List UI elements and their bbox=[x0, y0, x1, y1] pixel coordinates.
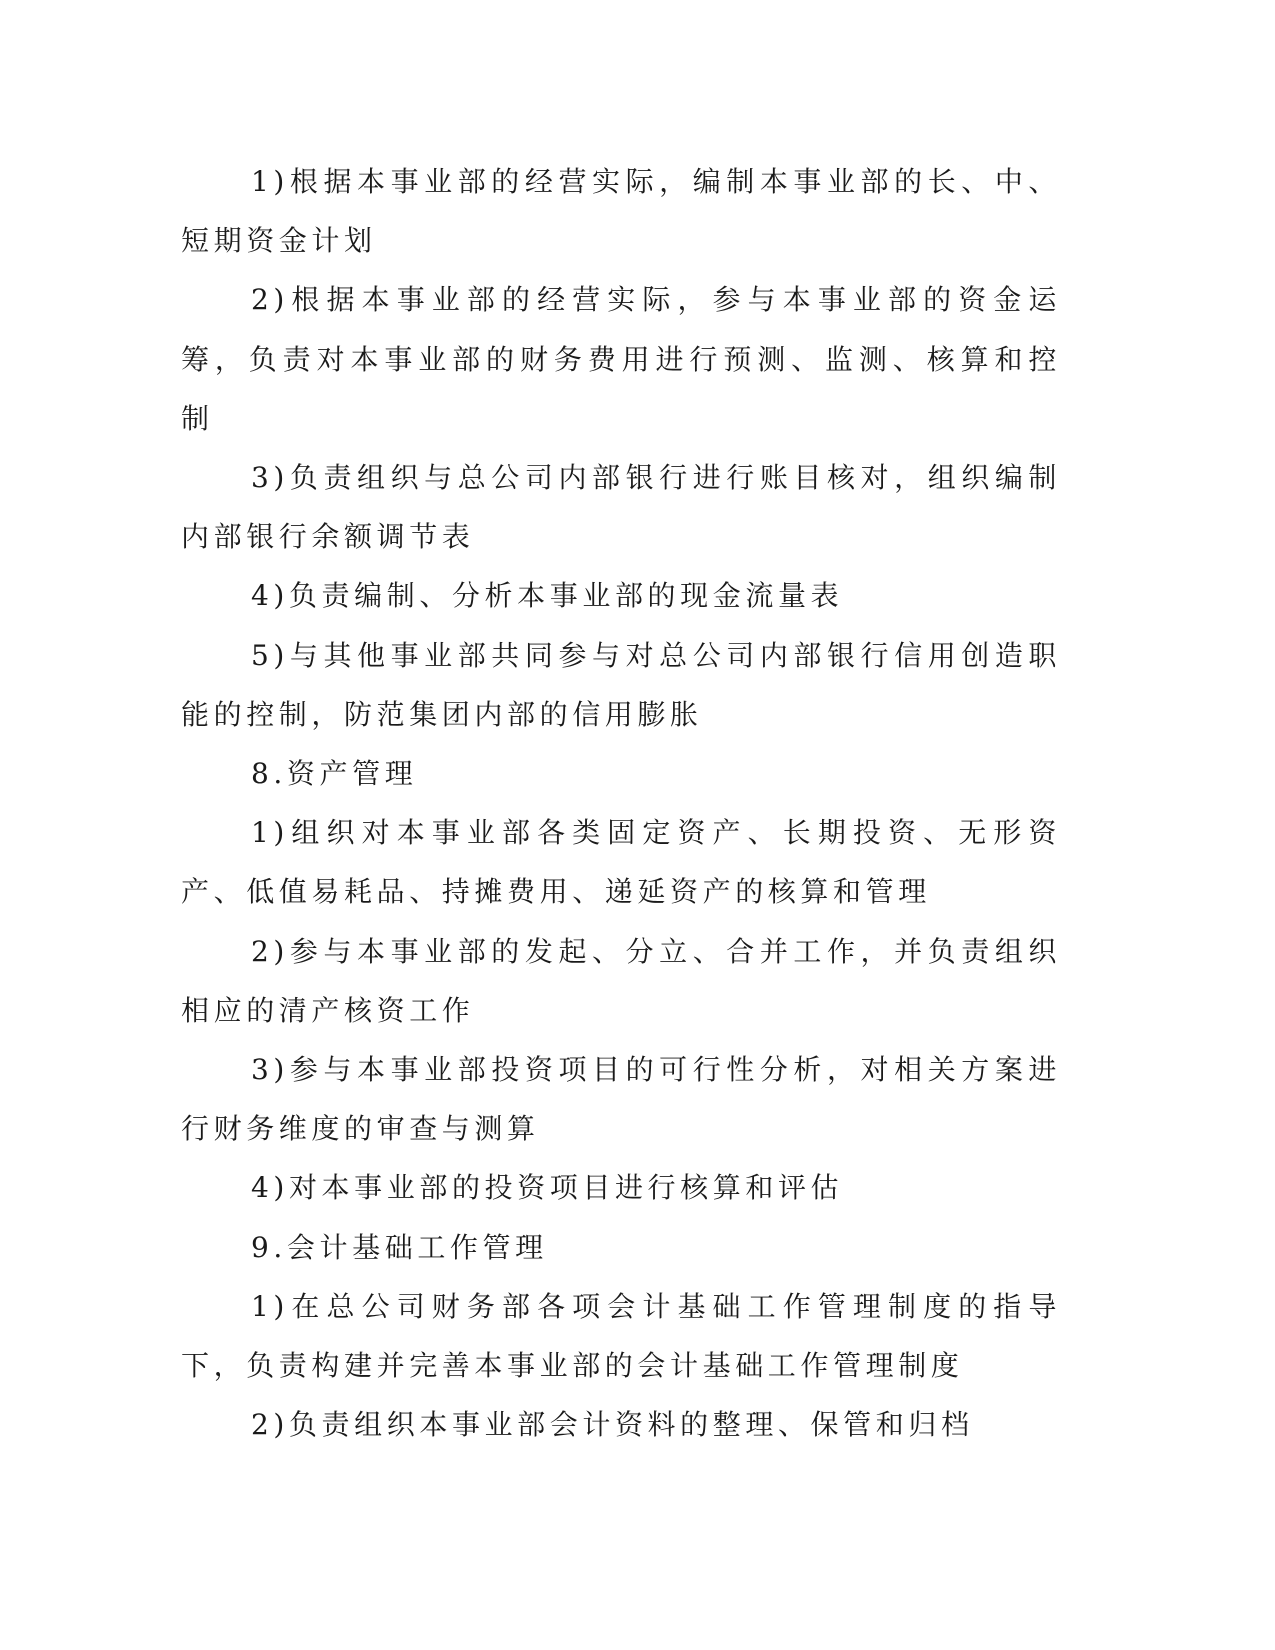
paragraph-asset-accounting: 1)组织对本事业部各类固定资产、长期投资、无形资产、低值易耗品、持摊费用、递延资产的核算和管理 bbox=[181, 816, 1061, 909]
paragraph-cash-flow: 4)负责编制、分析本事业部的现金流量表 bbox=[251, 579, 844, 613]
paragraph-asset-verification: 2)参与本事业部的发起、分立、合并工作，并负责组织相应的清产核资工作 bbox=[181, 934, 1061, 1027]
paragraph-archive-management: 2)负责组织本事业部会计资料的整理、保管和归档 bbox=[251, 1408, 974, 1442]
paragraph-accounting-system: 1)在总公司财务部各项会计基础工作管理制度的指导下，负责构建并完善本事业部的会计基础工作管理制度 bbox=[181, 1289, 1061, 1383]
paragraph-fund-plan: 1)根据本事业部的经营实际，编制本事业部的长、中、短期资金计划 bbox=[181, 165, 1061, 258]
paragraph-feasibility-analysis: 3)参与本事业部投资项目的可行性分析，对相关方案进行财务维度的审查与测算 bbox=[181, 1053, 1061, 1146]
paragraph-credit-control: 5)与其他事业部共同参与对总公司内部银行信用创造职能的控制，防范集团内部的信用膨胀 bbox=[181, 638, 1061, 731]
paragraph-fund-operation: 2)根据本事业部的经营实际，参与本事业部的资金运筹，负责对本事业部的财务费用进行预测、监测、核算和控制 bbox=[181, 283, 1061, 435]
section-heading-asset-management: 8.资产管理 bbox=[251, 757, 418, 791]
document-page bbox=[181, 152, 1061, 1454]
section-heading-accounting-basics: 9.会计基础工作管理 bbox=[251, 1230, 548, 1264]
paragraph-investment-evaluation: 4)对本事业部的投资项目进行核算和评估 bbox=[251, 1171, 844, 1205]
paragraph-bank-reconciliation: 3)负责组织与总公司内部银行进行账目核对，组织编制内部银行余额调节表 bbox=[181, 461, 1061, 554]
